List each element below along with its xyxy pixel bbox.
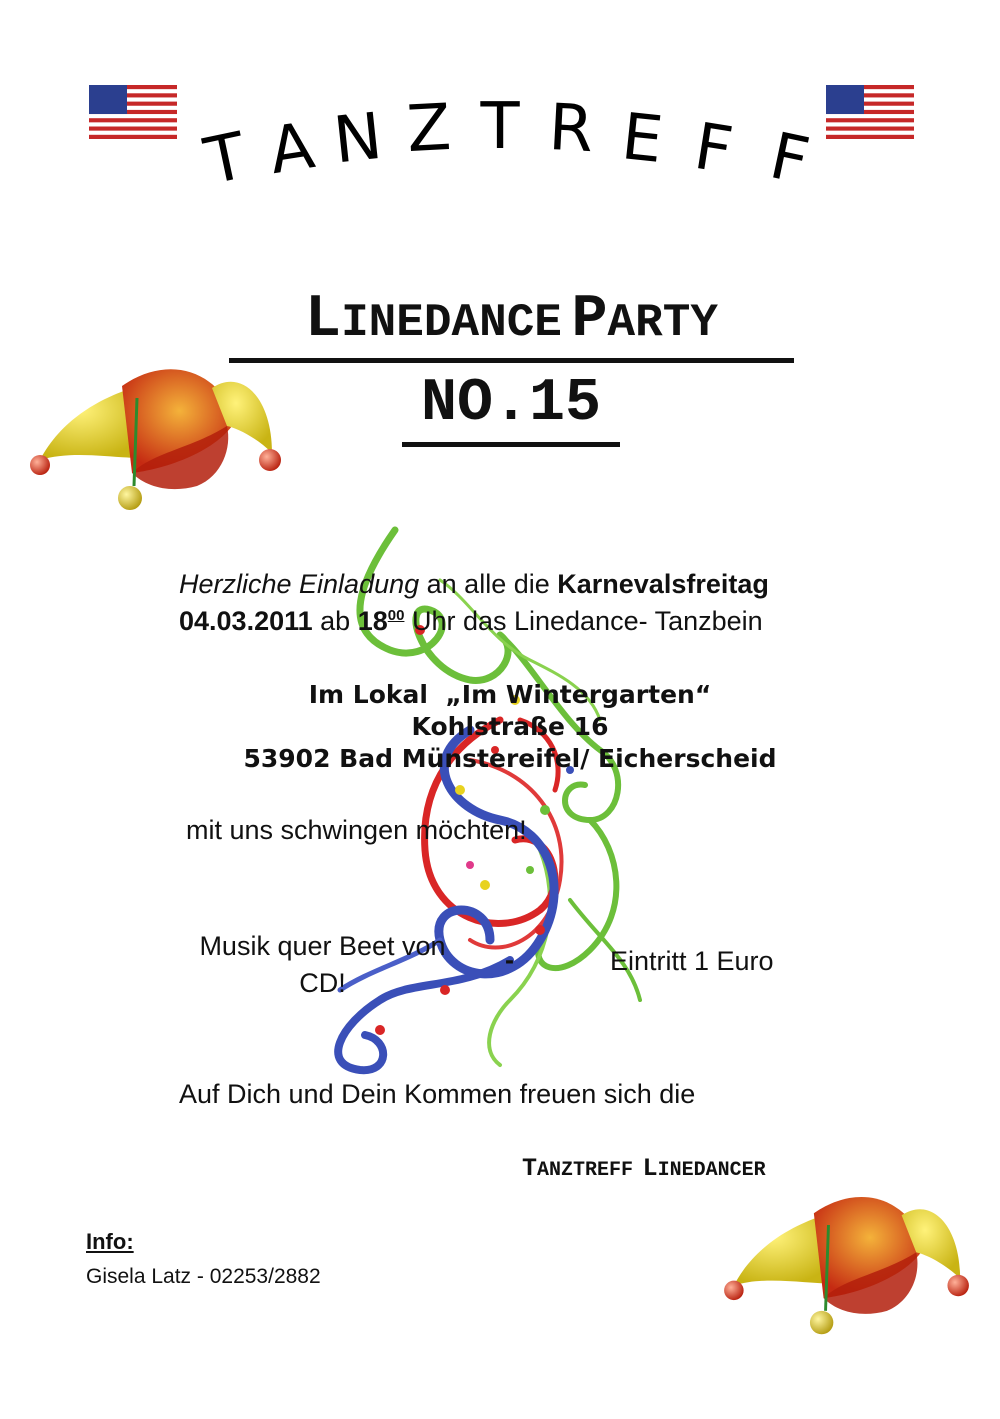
invitation-tail: Uhr das Linedance- Tanzbein bbox=[404, 606, 763, 636]
header-title-letter: Z bbox=[405, 90, 453, 168]
invitation-date: 04.03.2011 bbox=[179, 606, 313, 636]
invitation-text: an alle die bbox=[419, 569, 558, 599]
title-word-2-cap: P bbox=[571, 286, 608, 354]
title-line-1 bbox=[229, 286, 794, 363]
signature bbox=[522, 1154, 766, 1183]
header-title-letter: F bbox=[689, 109, 738, 189]
signature-word-2-rest: INEDANCER bbox=[657, 1159, 766, 1182]
title-number-rest: O.15 bbox=[456, 370, 602, 438]
jester-hat-icon bbox=[22, 358, 290, 520]
header-title-letter: T bbox=[198, 119, 253, 200]
info-contact: Gisela Latz - 02253/2882 bbox=[86, 1265, 321, 1288]
music-line-1: Musik quer Beet von bbox=[199, 931, 446, 961]
invitation-hour: 18 bbox=[357, 606, 388, 636]
signature-word-1-rest: ANZTREFF bbox=[537, 1159, 634, 1182]
header-title-letter: E bbox=[618, 100, 667, 179]
closing-invite: Auf Dich und Dein Kommen freuen sich die bbox=[179, 1079, 696, 1109]
signature-word-1-cap: T bbox=[522, 1154, 538, 1183]
header-title-letter: N bbox=[330, 99, 386, 179]
invitation-line-2 bbox=[179, 606, 763, 637]
entry-fee: Eintritt 1 Euro bbox=[610, 946, 774, 976]
header-title bbox=[0, 40, 1000, 200]
venue-street: Kohlstraße 16 bbox=[411, 712, 609, 741]
invitation-ab: ab bbox=[312, 606, 358, 636]
title-number-cap: N bbox=[420, 370, 457, 438]
title-word-1-cap: L bbox=[305, 286, 342, 354]
header-title-letter: T bbox=[480, 90, 520, 164]
header-title-letter: A bbox=[264, 109, 320, 190]
invitation-event: Karnevalsfreitag bbox=[557, 569, 769, 599]
info-label: Info: bbox=[86, 1229, 134, 1254]
venue-block bbox=[200, 679, 820, 775]
invitation-line-1 bbox=[179, 569, 769, 600]
swing-text: mit uns schwingen möchten! bbox=[186, 815, 527, 845]
title-word-2-rest: ARTY bbox=[607, 297, 718, 349]
separator-dash: - bbox=[505, 945, 514, 975]
invitation-minutes: 00 bbox=[387, 607, 405, 624]
header-title-letter: R bbox=[546, 90, 596, 168]
venue-city: 53902 Bad Münstereifel/ Eicherscheid bbox=[243, 744, 777, 773]
title-line-2 bbox=[402, 370, 620, 447]
invitation-italic: Herzliche Einladung bbox=[179, 569, 420, 599]
jester-hat-icon bbox=[716, 1186, 978, 1344]
music-line-2: CD! bbox=[299, 968, 346, 998]
title-word-1-rest: INEDANCE bbox=[341, 297, 562, 349]
music-text bbox=[180, 928, 465, 1002]
venue-name: Im Lokal „Im Wintergarten“ bbox=[308, 680, 712, 709]
header-title-letter: F bbox=[763, 119, 816, 200]
signature-word-2-cap: L bbox=[642, 1154, 658, 1183]
